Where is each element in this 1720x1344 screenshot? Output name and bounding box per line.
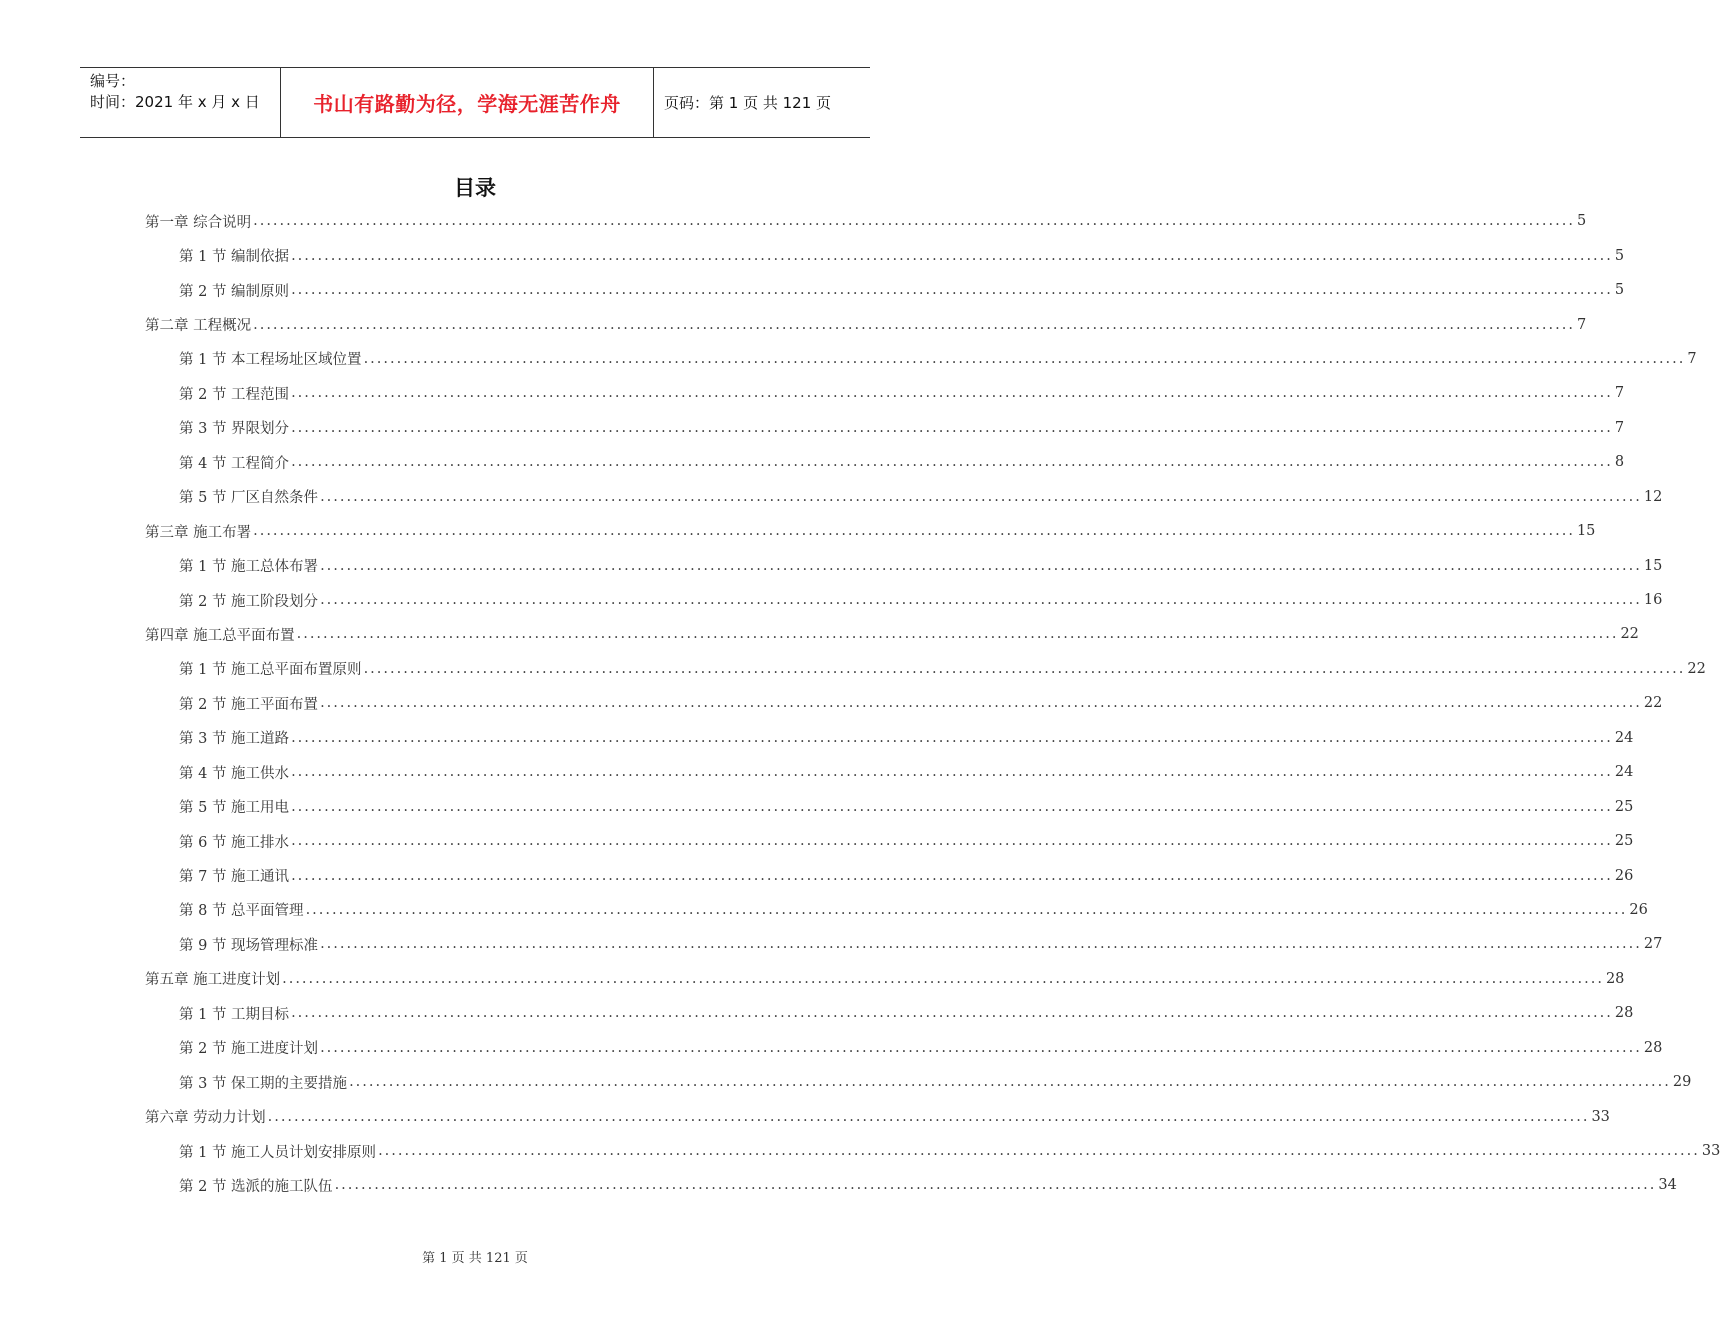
toc-leader-dots: ........................................................................................................................................................................................................ — [282, 970, 1604, 987]
toc-entry-title: 第 1 节 施工总体布署 — [179, 559, 319, 576]
page-header — [80, 67, 870, 138]
toc-entry-title: 第 5 节 厂区自然条件 — [179, 490, 319, 507]
toc-entry-title: 第 2 节 施工进度计划 — [179, 1041, 319, 1058]
toc-page-number: 28 — [1614, 1005, 1634, 1022]
toc-leader-dots: ........................................................................................................................................................................................................ — [291, 385, 1613, 402]
toc-leader-dots: ........................................................................................................................................................................................................ — [291, 833, 1613, 850]
toc-leader-dots: ........................................................................................................................................................................................................ — [291, 247, 1613, 264]
toc-leader-dots: ........................................................................................................................................................................................................ — [291, 454, 1613, 471]
toc-entry-title: 第 1 节 本工程场址区域位置 — [179, 352, 362, 369]
toc-page-number: 22 — [1620, 626, 1639, 643]
toc-page-number: 25 — [1614, 798, 1634, 815]
toc-section-entry[interactable] — [145, 755, 1634, 789]
toc-section-entry[interactable] — [145, 376, 1625, 410]
toc-page-number: 28 — [1643, 1039, 1663, 1056]
toc-section-entry[interactable] — [145, 480, 1663, 514]
time-label: 时间：2021 年 x 月 x 日 — [90, 93, 260, 111]
toc-section-entry[interactable] — [145, 411, 1625, 445]
toc-page-number: 15 — [1643, 557, 1663, 574]
toc-entry-title: 第 2 节 施工阶段划分 — [179, 593, 319, 610]
header-info-cell — [80, 68, 281, 137]
toc-page-number: 24 — [1614, 729, 1634, 746]
toc-chapter-entry[interactable] — [145, 962, 1625, 996]
toc-page-number: 33 — [1591, 1108, 1610, 1125]
toc-entry-title: 第 3 节 界限划分 — [179, 421, 290, 438]
toc-page-number: 12 — [1643, 488, 1663, 505]
toc-section-entry[interactable] — [145, 238, 1625, 272]
toc-page-number: 7 — [1687, 350, 1697, 367]
toc-page-number: 29 — [1672, 1074, 1692, 1091]
toc-leader-dots: ........................................................................................................................................................................................................ — [320, 557, 1642, 574]
toc-entry-title: 第 2 节 编制原则 — [179, 283, 290, 300]
toc-entry-title: 第一章 综合说明 — [145, 214, 252, 231]
toc-entry-title: 第五章 施工进度计划 — [145, 972, 281, 989]
toc-leader-dots: ........................................................................................................................................................................................................ — [296, 626, 1619, 643]
toc-entry-title: 第 7 节 施工通讯 — [179, 869, 290, 886]
toc-entry-title: 第 2 节 施工平面布置 — [179, 696, 319, 713]
toc-chapter-entry[interactable] — [145, 1099, 1610, 1133]
toc-entry-title: 第 2 节 工程范围 — [179, 386, 290, 403]
toc-leader-dots: ........................................................................................................................................................................................................ — [253, 316, 1575, 333]
toc-section-entry[interactable] — [145, 721, 1634, 755]
toc-page-number: 15 — [1576, 523, 1596, 540]
toc-leader-dots: ........................................................................................................................................................................................................ — [291, 282, 1613, 299]
toc-leader-dots: ........................................................................................................................................................................................................ — [291, 867, 1613, 884]
toc-section-entry[interactable] — [145, 548, 1663, 582]
toc-entry-title: 第六章 劳动力计划 — [145, 1110, 266, 1127]
toc-section-entry[interactable] — [145, 996, 1634, 1030]
toc-leader-dots: ........................................................................................................................................................................................................ — [334, 1177, 1657, 1194]
toc-chapter-entry[interactable] — [145, 307, 1587, 341]
toc-leader-dots: ........................................................................................................................................................................................................ — [291, 729, 1613, 746]
toc-section-entry[interactable] — [145, 858, 1634, 892]
toc-entry-title: 第 1 节 施工总平面布置原则 — [179, 662, 362, 679]
toc-entry-title: 第四章 施工总平面布置 — [145, 627, 295, 644]
toc-section-entry[interactable] — [145, 686, 1663, 720]
toc-page-number: 7 — [1576, 316, 1587, 333]
toc-chapter-entry[interactable] — [145, 204, 1587, 238]
toc-chapter-entry[interactable] — [145, 514, 1596, 548]
toc-section-entry[interactable] — [145, 273, 1625, 307]
toc-page-number: 33 — [1701, 1143, 1720, 1160]
toc-leader-dots: ........................................................................................................................................................................................................ — [291, 419, 1613, 436]
toc-leader-dots: ........................................................................................................................................................................................................ — [291, 764, 1613, 781]
toc-chapter-entry[interactable] — [145, 617, 1639, 651]
toc-leader-dots: ........................................................................................................................................................................................................ — [267, 1108, 1590, 1125]
toc-entry-title: 第 1 节 施工人员计划安排原则 — [179, 1144, 377, 1161]
toc-leader-dots: ........................................................................................................................................................................................................ — [291, 798, 1613, 815]
toc-leader-dots: ........................................................................................................................................................................................................ — [378, 1143, 1700, 1160]
toc-page-number: 5 — [1614, 282, 1625, 299]
toc-section-entry[interactable] — [145, 1065, 1692, 1099]
toc-leader-dots: ........................................................................................................................................................................................................ — [363, 660, 1686, 677]
toc-section-entry[interactable] — [145, 342, 1697, 376]
toc-entry-title: 第 6 节 施工排水 — [179, 834, 290, 851]
toc-leader-dots: ........................................................................................................................................................................................................ — [253, 523, 1575, 540]
toc-leader-dots: ........................................................................................................................................................................................................ — [349, 1074, 1671, 1091]
toc-section-entry[interactable] — [145, 652, 1706, 686]
toc-entry-title: 第 2 节 选派的施工队伍 — [179, 1178, 333, 1195]
toc-page-number: 22 — [1687, 660, 1706, 677]
toc-page-number: 34 — [1658, 1177, 1677, 1194]
toc-leader-dots: ........................................................................................................................................................................................................ — [253, 213, 1575, 230]
toc-entry-title: 第二章 工程概况 — [145, 318, 252, 335]
toc-section-entry[interactable] — [145, 583, 1663, 617]
toc-section-entry[interactable] — [145, 445, 1625, 479]
toc-entry-title: 第 9 节 现场管理标准 — [179, 937, 319, 954]
toc-page-number: 16 — [1643, 592, 1663, 609]
toc-leader-dots: ........................................................................................................................................................................................................ — [320, 592, 1642, 609]
toc-page-number: 5 — [1614, 247, 1625, 264]
toc-page-number: 28 — [1605, 970, 1625, 987]
toc-section-entry[interactable] — [145, 1168, 1677, 1202]
toc-entry-title: 第三章 施工布署 — [145, 524, 252, 541]
toc-page-number: 27 — [1643, 936, 1663, 953]
toc-leader-dots: ........................................................................................................................................................................................................ — [320, 695, 1642, 712]
toc-page-number: 24 — [1614, 764, 1634, 781]
toc-page-number: 25 — [1614, 833, 1634, 850]
toc-leader-dots: ........................................................................................................................................................................................................ — [320, 936, 1642, 953]
toc-entry-title: 第 1 节 工期目标 — [179, 1006, 290, 1023]
toc-section-entry[interactable] — [145, 927, 1663, 961]
toc-page-number: 7 — [1614, 419, 1625, 436]
toc-entry-title: 第 5 节 施工用电 — [179, 800, 290, 817]
document-title: 目录 — [454, 176, 496, 200]
toc-entry-title: 第 3 节 施工道路 — [179, 731, 290, 748]
toc-entry-title: 第 4 节 施工供水 — [179, 765, 290, 782]
toc-leader-dots: ........................................................................................................................................................................................................ — [320, 1039, 1642, 1056]
toc-page-number: 22 — [1643, 695, 1663, 712]
toc-page-number: 5 — [1576, 213, 1587, 230]
toc-leader-dots: ........................................................................................................................................................................................................ — [291, 1005, 1613, 1022]
header-motto: 书山有路勤为径，学海无涯苦作舟 — [281, 68, 654, 137]
toc-page-number: 26 — [1629, 901, 1648, 918]
toc-section-entry[interactable] — [145, 1134, 1720, 1168]
number-label: 编号： — [90, 72, 136, 90]
header-page-info: 页码：第 1 页 共 121 页 — [664, 94, 832, 112]
page-footer: 第 1 页 共 121 页 — [422, 1251, 528, 1266]
toc-leader-dots: ........................................................................................................................................................................................................ — [305, 901, 1628, 918]
toc-page-number: 8 — [1614, 454, 1625, 471]
toc-entry-title: 第 3 节 保工期的主要措施 — [179, 1075, 348, 1092]
toc-entry-title: 第 8 节 总平面管理 — [179, 903, 304, 920]
toc-section-entry[interactable] — [145, 893, 1648, 927]
toc-entry-title: 第 4 节 工程简介 — [179, 455, 290, 472]
toc-leader-dots: ........................................................................................................................................................................................................ — [320, 488, 1642, 505]
toc-entry-title: 第 1 节 编制依据 — [179, 249, 290, 266]
toc-section-entry[interactable] — [145, 1031, 1663, 1065]
toc-section-entry[interactable] — [145, 824, 1634, 858]
toc-page-number: 7 — [1614, 385, 1625, 402]
toc-leader-dots: ........................................................................................................................................................................................................ — [363, 350, 1686, 367]
table-of-contents — [145, 204, 1720, 1203]
toc-page-number: 26 — [1614, 867, 1634, 884]
toc-section-entry[interactable] — [145, 789, 1634, 823]
